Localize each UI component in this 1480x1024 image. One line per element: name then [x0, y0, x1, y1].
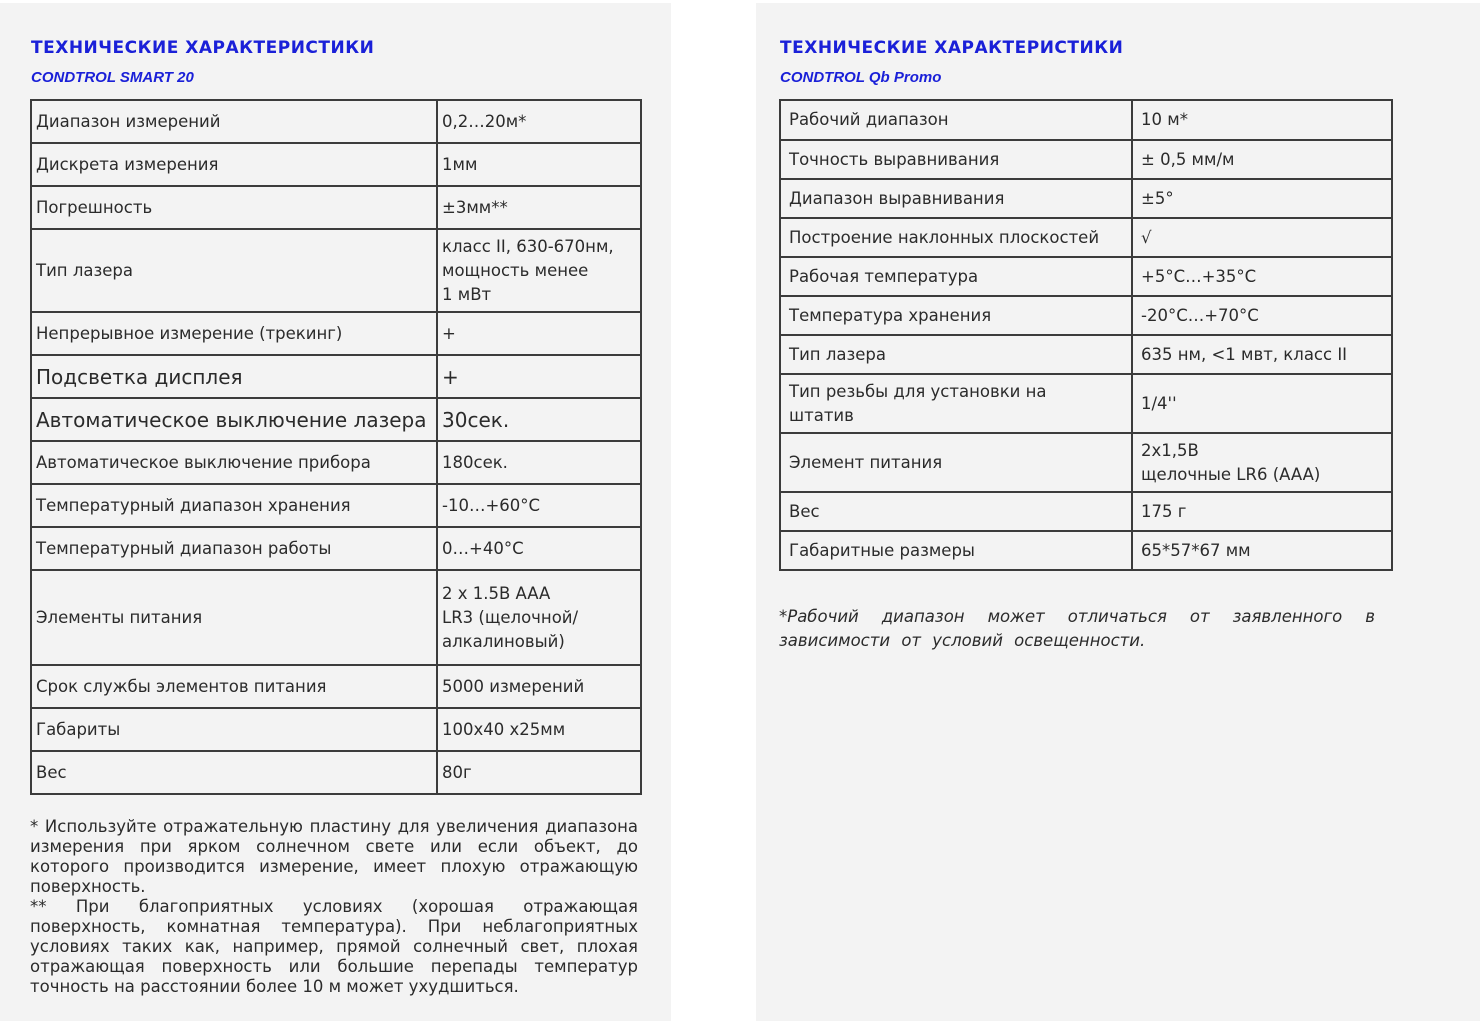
param-cell: Дискрета измерения [31, 143, 437, 186]
value-cell: ±5° [1132, 179, 1392, 218]
left-page [0, 3, 671, 1021]
right-page [756, 3, 1480, 1021]
table-row [31, 484, 641, 527]
left-spec-table [30, 99, 642, 795]
param-cell: Температурный диапазон хранения [31, 484, 437, 527]
param-cell: Рабочая температура [780, 257, 1132, 296]
param-cell: Точность выравнивания [780, 140, 1132, 179]
table-row [31, 570, 641, 665]
table-row [780, 100, 1392, 140]
param-cell: Тип резьбы для установки на штатив [780, 374, 1132, 433]
table-row [31, 398, 641, 441]
table-row [780, 257, 1392, 296]
right-subtitle: CONDTROL Qb Promo [780, 69, 942, 86]
value-cell: 1/4'' [1132, 374, 1392, 433]
table-row [31, 751, 641, 794]
param-cell: Температурный диапазон работы [31, 527, 437, 570]
table-row [780, 433, 1392, 492]
left-title: ТЕХНИЧЕСКИЕ ХАРАКТЕРИСТИКИ [31, 38, 375, 58]
param-cell: Вес [780, 492, 1132, 531]
value-cell: -10…+60°C [437, 484, 641, 527]
param-cell: Тип лазера [31, 229, 437, 312]
value-cell: 100x40 x25мм [437, 708, 641, 751]
table-row [31, 229, 641, 312]
footnote-1: * Используйте отражательную пластину для увеличения диапазона измерения при ярком солнечном свете или если объект, до которого производится измерение, имеет плохую отражающую поверхность. [30, 817, 638, 896]
value-cell: 175 г [1132, 492, 1392, 531]
footnote-2: ** При благоприятных условиях (хорошая отражающая поверхность, комнатная температура). При неблагоприятных условиях таких как, например, прямой солнечный свет, плохая отражающая поверхность или большие перепады температур точность на расстоянии более 10 м может ухудшиться. [30, 897, 638, 996]
value-cell: ± 0,5 мм/м [1132, 140, 1392, 179]
table-row [780, 492, 1392, 531]
table-row [31, 100, 641, 143]
param-cell: Автоматическое выключение прибора [31, 441, 437, 484]
param-cell: Построение наклонных плоскостей [780, 218, 1132, 257]
value-cell: +5°C…+35°C [1132, 257, 1392, 296]
param-cell: Срок службы элементов питания [31, 665, 437, 708]
value-cell: -20°C…+70°C [1132, 296, 1392, 335]
param-cell: Элемент питания [780, 433, 1132, 492]
param-cell: Температура хранения [780, 296, 1132, 335]
footnote-italic: *Рабочий диапазон может отличаться от заявленного в зависимости от условий освещенности. [779, 607, 1375, 650]
table-row [31, 708, 641, 751]
value-cell: 65*57*67 мм [1132, 531, 1392, 570]
value-cell: 5000 измерений [437, 665, 641, 708]
param-cell: Диапазон измерений [31, 100, 437, 143]
table-row [31, 355, 641, 398]
table-row [31, 527, 641, 570]
table-row [780, 179, 1392, 218]
right-spec-table [779, 99, 1393, 571]
table-row [780, 218, 1392, 257]
param-cell: Тип лазера [780, 335, 1132, 374]
table-row [31, 665, 641, 708]
value-cell: 10 м* [1132, 100, 1392, 140]
param-cell: Диапазон выравнивания [780, 179, 1132, 218]
table-row [31, 441, 641, 484]
right-title: ТЕХНИЧЕСКИЕ ХАРАКТЕРИСТИКИ [780, 38, 1124, 58]
value-cell: 0,2…20м* [437, 100, 641, 143]
value-cell: 180сек. [437, 441, 641, 484]
table-row [31, 312, 641, 355]
param-cell: Рабочий диапазон [780, 100, 1132, 140]
param-cell: Вес [31, 751, 437, 794]
param-cell: Габариты [31, 708, 437, 751]
param-cell: Элементы питания [31, 570, 437, 665]
value-cell: класс II, 630-670нм, мощность менее 1 мВт [437, 229, 641, 312]
param-cell: Подсветка дисплея [31, 355, 437, 398]
param-cell: Непрерывное измерение (трекинг) [31, 312, 437, 355]
table-row [780, 531, 1392, 570]
table-row [31, 143, 641, 186]
value-cell: 80г [437, 751, 641, 794]
table-row [780, 374, 1392, 433]
value-cell: ±3мм** [437, 186, 641, 229]
table-row [780, 335, 1392, 374]
value-cell: 30сек. [437, 398, 641, 441]
value-cell: 635 нм, <1 мвт, класс II [1132, 335, 1392, 374]
value-cell: 1мм [437, 143, 641, 186]
value-cell: 2x1,5В щелочные LR6 (AAA) [1132, 433, 1392, 492]
param-cell: Погрешность [31, 186, 437, 229]
value-cell: 0…+40°C [437, 527, 641, 570]
table-row [780, 296, 1392, 335]
table-row [31, 186, 641, 229]
table-row [780, 140, 1392, 179]
value-cell: √ [1132, 218, 1392, 257]
param-cell: Автоматическое выключение лазера [31, 398, 437, 441]
value-cell: 2 x 1.5В AAA LR3 (щелочной/ алкалиновый) [437, 570, 641, 665]
value-cell: + [437, 312, 641, 355]
value-cell: + [437, 355, 641, 398]
param-cell: Габаритные размеры [780, 531, 1132, 570]
left-subtitle: CONDTROL SMART 20 [31, 69, 194, 86]
